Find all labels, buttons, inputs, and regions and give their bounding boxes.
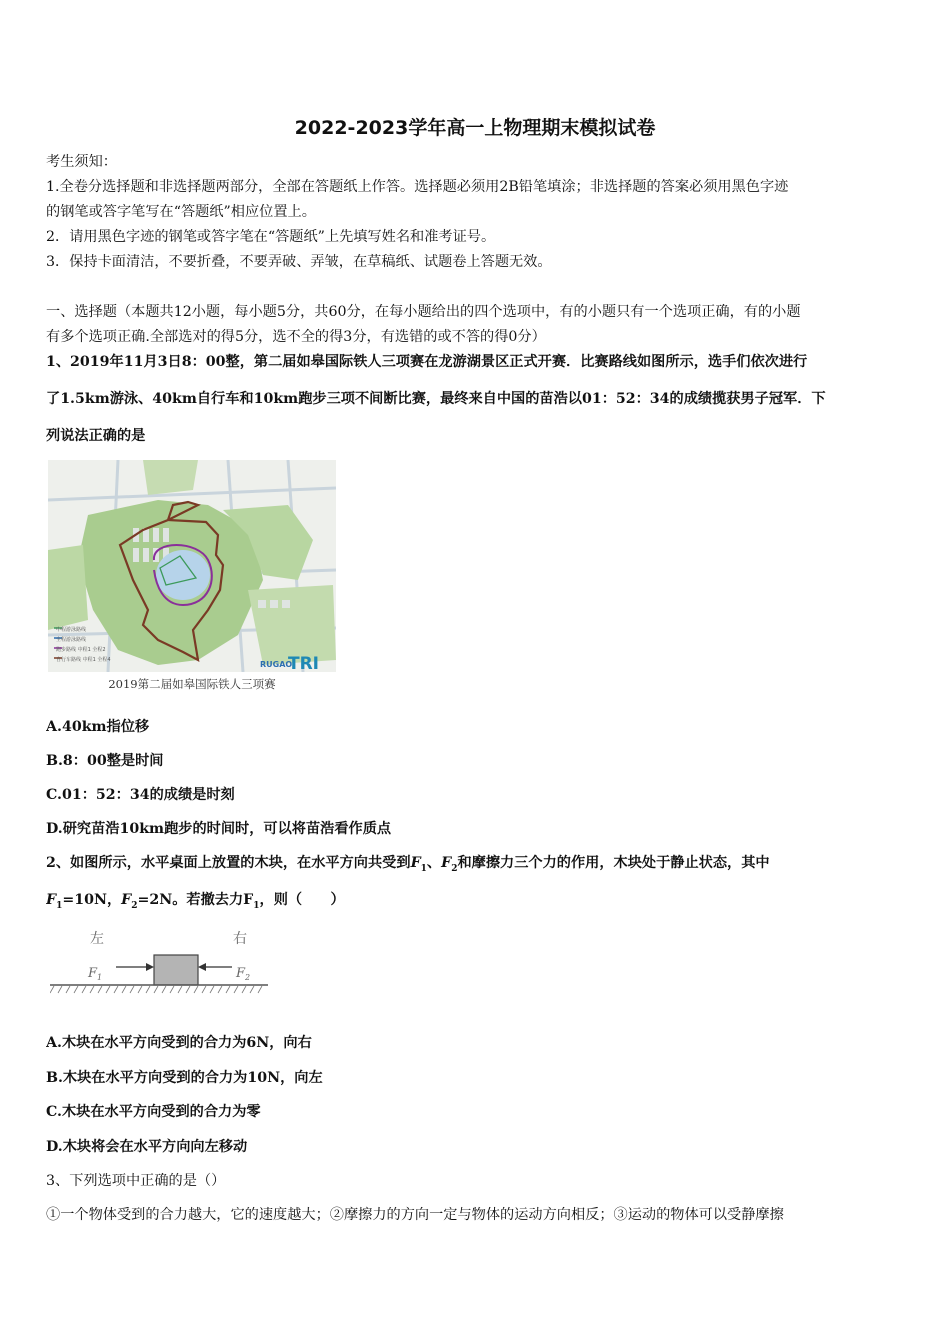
map-legend-item-4: 自行车路线 中程1 全程4 xyxy=(56,657,111,663)
force-f1-label: $F_1$ xyxy=(88,966,103,982)
notice-heading: 考生须知： xyxy=(46,154,117,170)
q2-stem-line1: 2、如图所示，水平桌面上放置的木块，在水平方向共受到$F_1$、$F_2$和摩擦力三个力的作用，木块处于静止状态，其中 xyxy=(46,855,770,874)
q1-option-c: C.01：52：34的成绩是时刻 xyxy=(46,787,235,803)
triathlon-route-map xyxy=(48,460,336,672)
notice-item-1: 1.全卷分选择题和非选择题两部分，全部在答题纸上作答。选择题必须用2B铅笔填涂；非选择题的答案必须用黑色字迹 xyxy=(46,179,789,195)
q2-f1-symbol-line2: F xyxy=(46,892,57,908)
section-heading-line1: 一、选择题（本题共12小题，每小题5分，共60分，在每小题给出的四个选项中，有的小题只有一个选项正确，有的小题 xyxy=(46,304,801,320)
q2-f2-subscript-line2: 2 xyxy=(131,900,138,911)
q2-stem-line2 xyxy=(46,890,908,916)
q2-stem-prefix: 2、如图所示，水平桌面上放置的木块，在水平方向共受到 xyxy=(46,855,411,871)
notice-item-3: 3．保持卡面清洁，不要折叠，不要弄破、弄皱，在草稿纸、试题卷上答题无效。 xyxy=(46,254,552,270)
q2-f1-subscript: 1 xyxy=(420,863,427,874)
q3-statements: ①一个物体受到的合力越大，它的速度越大；②摩擦力的方向一定与物体的运动方向相反；③运动的物体可以受静摩擦 xyxy=(46,1207,784,1223)
q1-stem-line3: 列说法正确的是 xyxy=(46,428,146,444)
q2-stem-suffix: 和摩擦力三个力的作用，木块处于静止状态，其中 xyxy=(457,855,770,871)
q2-f2-subscript: 2 xyxy=(451,863,458,874)
map-caption: 2019第二届如皋国际铁人三项赛 xyxy=(108,677,276,691)
block-force-diagram xyxy=(50,925,272,999)
q2-option-a: A.木块在水平方向受到的合力为6N，向右 xyxy=(46,1035,312,1051)
q2-option-d: D.木块将会在水平方向向左移动 xyxy=(46,1139,248,1155)
map-logo-tri: TRI xyxy=(288,654,320,672)
wooden-block xyxy=(154,955,198,985)
q2-stem-line2-suffix: ，则（ ） xyxy=(259,892,345,908)
map-legend-item-1: 中程游泳路线 xyxy=(56,627,87,633)
q2-removed-force-subscript: 1 xyxy=(253,900,260,911)
notice-item-2: 2．请用黑色字迹的钢笔或答字笔在“答题纸”上先填写姓名和准考证号。 xyxy=(46,229,496,245)
q2-option-c: C.木块在水平方向受到的合力为零 xyxy=(46,1104,261,1120)
q2-f2-symbol: F xyxy=(441,855,452,871)
q2-f2-symbol-line2: F xyxy=(121,892,132,908)
q1-option-d: D.研究苗浩10km跑步的时间时，可以将苗浩看作质点 xyxy=(46,821,392,837)
q2-f2-value: =2N。若撤去力F xyxy=(137,892,254,908)
label-left: 左 xyxy=(90,931,104,947)
map-logo-rugao: RUGAO xyxy=(260,660,293,669)
q2-f1-value: =10N， xyxy=(62,892,122,908)
q2-option-b: B.木块在水平方向受到的合力为10N，向左 xyxy=(46,1070,323,1086)
q1-option-b: B.8：00整是时间 xyxy=(46,753,164,769)
map-legend-item-2: 全程游泳路线 xyxy=(56,637,87,643)
block-diagram-graphic xyxy=(50,925,272,999)
notice-item-1-cont: 的钢笔或答字笔写在“答题纸”相应位置上。 xyxy=(46,204,316,220)
q1-stem-line1: 1、2019年11月3日8：00整，第二届如皋国际铁人三项赛在龙游湖景区正式开赛．比赛路线如图所示，选手们依次进行 xyxy=(46,354,808,370)
section-heading-line2: 有多个选项正确.全部选对的得5分，选不全的得3分，有选错的或不答的得0分） xyxy=(46,329,546,345)
q2-f1-subscript-line2: 1 xyxy=(56,900,63,911)
map-legend-item-3: 跑步路线 中程1 全程2 xyxy=(56,647,106,653)
q3-stem: 3、下列选项中正确的是（） xyxy=(46,1173,226,1189)
route-map-graphic xyxy=(48,460,336,672)
q1-option-a: A.40km指位移 xyxy=(46,719,150,735)
q1-stem-line2: 了1.5km游泳、40km自行车和10km跑步三项不间断比赛，最终来自中国的苗浩以01：52：34的成绩揽获男子冠军．下 xyxy=(46,391,826,407)
force-f2-label: $F_2$ xyxy=(236,966,251,982)
q2-f1-symbol: F xyxy=(410,855,421,871)
page-title: 2022-2023学年高一上物理期末模拟试卷 xyxy=(294,117,656,139)
label-right: 右 xyxy=(233,931,247,947)
